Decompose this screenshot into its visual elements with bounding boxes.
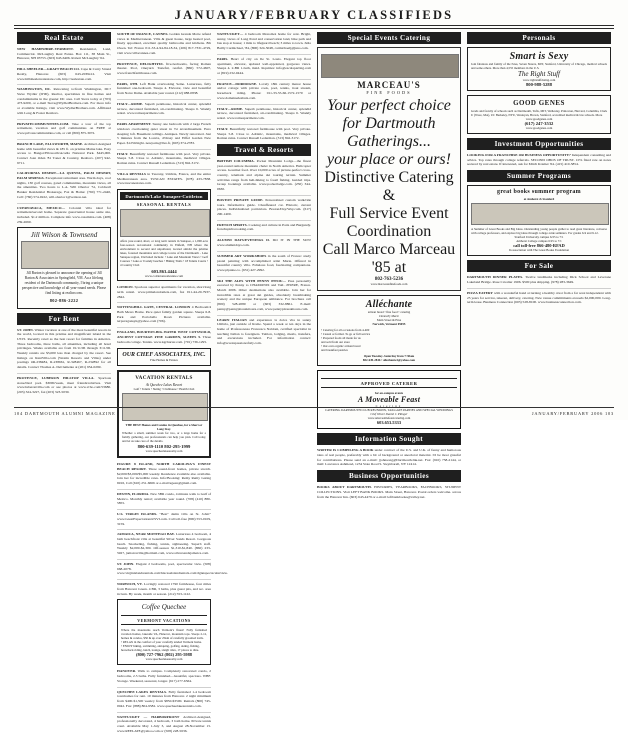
ad-body: five-bedrooms, facing Roman theater. Pool, vineyard. Tasteful, restful. (860) 572-4607, www.frenchfarmhouse.com.	[117, 61, 212, 75]
divider	[217, 195, 311, 196]
display-ad-title: great books summer program	[497, 189, 581, 196]
display-ad-phone[interactable]: (617) 247-3532	[524, 121, 554, 127]
display-ad-subtitle: at Amherst & Stanford	[523, 197, 555, 202]
ad-body: Architect-designed home with beautiful views & 185 ft. on pristine Maine lake. Easy access to Bangor/Ellsworth/Acadia National Park. $445,000. Contact Joan Oden '81 Toner & Country, Realtors. (207) 942-9711.	[17, 141, 111, 165]
ad-title: BRITISH COLUMBIA.	[217, 159, 255, 164]
display-ad-url-2[interactable]: www.goodgenes.com	[525, 126, 553, 131]
footer-right	[532, 411, 614, 416]
list-item	[117, 102, 211, 116]
ad-title: NORWICH, VT.	[117, 582, 143, 587]
divider	[117, 119, 211, 120]
divider	[117, 579, 211, 580]
ad-body: HISTORIES, YEARBOOKS, FACEBOOKS, STUDENT COLLECTIONS. Visit LEFT BANK BOOKS. Main Street, Hanover. Postal orders welcome. across from the Hanover Inn. (603) 643-4479 or e-mail: leftbankbooks@valley.net.	[317, 485, 461, 499]
display-ad-phone[interactable]: 802-886-2222	[49, 297, 79, 303]
display-ad-dartmouth-sunapee[interactable]	[117, 189, 211, 281]
list-item	[17, 122, 111, 136]
display-ad-url[interactable]: www.marceausfinefoods.com	[370, 282, 408, 286]
ad-body: Cape & Curry Strand Realty, Hanover. (603) 643-2039x12. Visit www.hillsheelerrealestate.com, http://realestate.com.	[17, 67, 111, 81]
display-ad-heading: APPROVED CATERER	[321, 378, 457, 388]
divider	[117, 59, 211, 60]
display-ad-line1: Your perfect choice for Dartmouth Gatherings...	[327, 97, 451, 150]
display-ad-line4: and sold from our store	[321, 340, 350, 345]
divider	[117, 489, 211, 490]
divider	[117, 149, 211, 150]
list-item	[217, 127, 311, 141]
ad-body: Spacious superior apartments for vacation, short/long term rental. www.primelondonlets.com, fax 011-44-20-7937-2842.	[117, 285, 211, 299]
header-rule-2	[14, 28, 614, 29]
ad-body: Fully furnished 1-4 bedroom townhomes for rent. 10 minutes from Hanover. 2 night minimum from $400-$1,500 week/y from $850-$3500. Rentals (800) 745-0042. Fax: (888) 804-9582. www.quecheelakesrentals.com.	[117, 689, 211, 708]
divider	[217, 251, 311, 252]
ad-body: Architect-designed, professionally decorated, 4 bedroom, 3 bath home. Private tennis court. Available May 1-July 3, and August 28-November 15. www.REELATE@yahoo.com or (508) 228-5636.	[117, 714, 211, 733]
ad-title: ST. JOHN.	[17, 327, 34, 332]
display-ad-url[interactable]: www.rightstuffdating.com	[522, 78, 556, 83]
display-ad-city: Norwich, Vermont 05055	[372, 322, 406, 327]
list-item	[217, 159, 311, 192]
display-ad-line2: THE BEST Homes and Condos in Quechee, for a Short or Long Stay.	[125, 423, 203, 432]
ad-title: BRANCH LAKE, ELLSWORTH, MAINE.	[17, 141, 84, 146]
page-footer	[14, 411, 614, 416]
display-ad-hours: Open Tuesday–Saturday from 7:30am	[363, 354, 415, 359]
ad-body: Beautifully restored farmhouse with pool. Very private. Sleeps 5-8. Close to Adriatic, mountains, medieval villages. Roman ruins. Contact Russell Lederman. (313) 842-3172.	[217, 126, 311, 141]
divider	[217, 220, 311, 221]
divider	[17, 119, 111, 120]
list-item	[467, 275, 611, 284]
list-item	[217, 82, 311, 101]
ad-body: Winter vacation at one of the most beautiful resorts in the world, located in this pristine and magnificent island in the USVI. Recently rated as the best resort for families in America. Three bedrooms, three baths, all amenities, including all hotel privileges. Weeks available are from 01/11/06 through 3/11/06. Weekly rentals are $5,000 less than charged by the resort. See listings on RentVilla.com (Westin Resorts and Villas) under postings #R-238484, R-238661, R-328467, R-232892 for all details. Contact Thomas A. DeClemente at (201) 954-0299.	[17, 327, 111, 370]
ad-body: Superb penthouse, historical center, splendid terrace, decorated furnished, air-conditioning. Sleeps 6. Weekly rental. www.romeapartment.com.	[217, 106, 311, 120]
display-ad-body: Grads and faculty of schools such as Dartmouth, Tufts, MIT, Wellesley, Princeton, Harvard, Columbia, Clark U (Wore, MA), UC Berkeley, NYU, Wesleyan, Brown, Stanford, accredited medical & law schools. More	[471, 109, 607, 118]
display-ad-line2: • Casual or formal. To go or full service	[321, 332, 371, 337]
display-ad-phone[interactable]: (800) 727-7962 (802) 295-5988	[136, 652, 192, 658]
divider	[217, 124, 311, 125]
display-ad-phone[interactable]: 800-639-1110 802-295-1999	[137, 444, 191, 450]
ad-body: with a wonderful hand at turning a healthy crust from a far west independent with 25 years for service, takeout, delivery, catering. New venue commitments exceeds $2,000,000. Long-term lease. Business Connection (603) 528-8100. www.businessconnection.com.	[467, 290, 611, 305]
ad-body: Lovely 18th century manor house and/or cottage with private cook, pool, tennis, trout stream, horseback riding. Phone: 011-33-55-66-1572-1570 or www.domainedesbuis.com.	[217, 81, 312, 100]
ad-body: New 3BR condo, 4 minute walk to Gulf of Mexico. Monthly rental; available year round. (708) (410) 880-5855.	[117, 492, 211, 506]
display-ad-url[interactable]: www.cottletonrealestate.com	[144, 274, 184, 279]
ad-body: "Best" damn villa on St. John!" www.GreatExpectationsUSVI.com. Call toll-free (800) 553-0109, 3159.	[117, 512, 212, 526]
section-heading-summer-programs: Summer Programs	[467, 170, 611, 182]
display-ad-coffee-quechee[interactable]	[117, 599, 211, 665]
ad-body: and experience la dolce vita in sunny Umbria, just outside of Rome. Spend a week or ten days in the home of Professoressa Francesca Naldoni, certified specialist in teaching Italian to foreigners. Tuition, lodging, meals, transfers, and excursions included. For information contact: info@scuolapassionoftaly.com.	[217, 317, 312, 345]
display-ad-brand-sub: Catering	[375, 404, 403, 409]
divider	[217, 315, 311, 316]
ad-body: Personalized custom walk/ride tours. Informative guide. Chauffeured car. Historic, current places. Individualized particulars. Boston/Day/Way.com. (617) 290-1400.	[217, 197, 311, 216]
ad-title: ALUMNI DAYS/EVENINGS II.	[217, 238, 270, 243]
list-item	[117, 690, 211, 709]
list-item	[117, 285, 211, 299]
ad-title: PARIS.	[217, 56, 229, 61]
ad-body: Exceptional retirement area. Warm days, cool nights, 130 golf courses, gated communities, mountain views, all the amenities. Two hours to L.A. Will Obertor '51, Coldwell Banker Residential Brokerage, Fax & Home: (760) 771-2440, Cell: (760) 574-0222, will.obertor1@verizon.net.	[17, 176, 112, 199]
section-heading-investment-opportunities: Investment Opportunities	[467, 138, 611, 150]
ad-title: FRENCH SPIRITS.	[217, 222, 248, 227]
ad-title: PRIVATECOMMUNITIES.COM.	[17, 121, 70, 126]
ad-title: ST. JOHN.	[117, 561, 135, 566]
list-item	[117, 492, 211, 506]
ad-title: SKI THE ALPS WITH PENNY PITOU—	[217, 278, 286, 283]
column-travel	[214, 32, 314, 404]
list-item	[17, 206, 111, 225]
list-item	[117, 62, 211, 76]
section-heading-for-sale: For Sale	[467, 260, 611, 272]
list-item	[467, 153, 611, 167]
display-ad-session-1: Stanford University campus 6/25 to 7/1	[514, 235, 564, 240]
ad-body: Independent consulting and advice. Top rates through college referrals. SECOND OBOS OF TRUST. 10% fixed rate on notes secured by real estate. If interested, ask for Mitch Kramer '64. (415) 410-5854.	[467, 153, 612, 167]
ad-body: Sunny one bedroom with 2 large French windows overlooking quiet street in 7st arrondissement. Euro sleeping loft. Basement ceilings. Antiques. Newly renovated. Just 5 minutes from the Louvre, d'Orsay and Eiffel Garden New Paper. $1250/night. newparis@live.fr, (603) 374-2783.	[117, 122, 211, 145]
display-ad-url[interactable]: www.quecheelakesrealty.com	[145, 449, 183, 454]
ad-body: Three sound-front homes, private stretch. $2,000/$3,000/$5,000 weekly. Residence available also available. Join her for incredible rates. Info/Booking: Remy Remy Gating 6916, Call (610) 251-6666 or e-mail kgeen@gmail.com.	[117, 467, 212, 486]
ad-title: LONDON.	[117, 285, 134, 290]
display-ad-line3: Distinctive Catering &	[324, 169, 454, 204]
ad-title: DESTIN, FLORIDA.	[117, 492, 150, 497]
display-ad-great-books[interactable]	[467, 185, 611, 256]
ad-body: Left Bank overlooking Seine. Luxurious, fully furnished one-bedroom. Sleeps 4. Elevator, view and beautiful from Notre Dame. Available year round. (212) 988-0838.	[117, 81, 212, 96]
divider	[17, 168, 111, 169]
ad-body: Heart of city on Ile St. Louis. Elegant top floor apartment, elevator, updated well-appointed, gorgeous views. Sleeps 4. 2-BR 1-bath, maid. Inquiries: info@escalaparting.com or (819) 232-0444.	[217, 56, 311, 75]
ad-title: WASHINGTON, DC.	[17, 87, 52, 92]
ad-body: Superb penthouse, historical center, splendid terrace, decorated furnished, air-conditioning. Sleeps 6. Weekly rental. www.romeapartment.com.	[117, 101, 211, 116]
ad-body: under contract of the U.S. and U.K. of funny and humorous tales of real people, preferably with a bit of background or anecdotal material. I'd be most grateful for contributions. Please send an e-mail: jjohnsong@Dartmouth.Ink.net. Fax: (910) 758-2144, or mail: Lawrence Ashmead, 1234 State Road S. Steynbarell, NY 12414.	[317, 448, 461, 467]
ad-title: PROVENCE, DELIGHTFUL	[117, 61, 164, 66]
display-ad-session-2: Amherst College campus 6/25 to 7/1	[516, 239, 562, 244]
ad-title: CALIFORNIA DESERT—LA QUINTA, PALM DESERT, PALM SPRINGS.	[17, 171, 111, 181]
divider	[117, 559, 211, 560]
list-item	[217, 279, 311, 312]
display-ad-body: Jill Barton is pleased to announce the opening of Jill Barton & Associates in Springfield, VM. Au a lifelong resident of the Dartmouth community, I bring a unique perspective and knowledge of all year-round needs. Please find listing at realtor.com.	[21, 271, 107, 295]
display-ad-title: OUR CHEF ASSOCIATES, INC.	[122, 351, 206, 358]
ad-body: Relocating to/from Washington, DC? Steve Wydler (D'90), Realtor, specializes in fine homes and condominiums in the greater DC area. Call Steve today at (703) 473-9200, or e-mail Steve@WydlerBrothers.com. For more info or available listings, visit www.WydlerBrothers.com. Affiliated with Long & Foster Realtors.	[17, 87, 111, 115]
list-item	[17, 47, 111, 61]
ad-body: Take a tour of the top retirement, vacation and golf communities on FREE at www.privatecommunities.com, or call (800) 875-3072.	[17, 121, 111, 135]
display-ad-subheading: SEASONAL RENTALS	[136, 202, 192, 208]
ad-title: NANTUCKET—	[217, 32, 244, 36]
list-item	[117, 330, 211, 344]
display-ad-title: Jill Wilson & Townsend	[30, 231, 98, 240]
display-ad-brand: A Moveable Feast	[357, 395, 421, 405]
list-item	[217, 223, 311, 232]
ad-title: SUMMER ART WORKSHOPS	[217, 253, 267, 258]
divider	[217, 235, 311, 236]
display-ad-brand: MARCEAU'S	[357, 80, 421, 90]
list-item	[117, 512, 211, 526]
list-item	[467, 291, 611, 305]
display-ad-line1: • Catering for all occasions from 4-400	[321, 328, 370, 333]
ad-body: in the south of France: study pastel painting with accomplished artist Marie. Offered in beautiful country villa. Fabulous food, fascinating companions. www.plpaine.co. (631) 427-2992.	[217, 253, 311, 272]
divider	[17, 373, 111, 374]
ad-title: PARIS, 6TH.	[117, 81, 138, 86]
display-ad-good-genes[interactable]	[467, 95, 611, 134]
divider	[217, 79, 311, 80]
list-item	[217, 198, 311, 217]
ad-title: LEARN ITALIAN	[217, 317, 247, 322]
divider	[17, 139, 111, 140]
ad-title: JAMAICA, NEAR MONTEGO BAY.	[117, 532, 175, 537]
display-ad-url[interactable]: www.amoveablefeastcatering.com	[367, 416, 411, 421]
list-item	[17, 87, 111, 115]
ad-body: Cooking and culture in Paris and Burgundy. frenchspiritscooking.com.	[217, 222, 311, 232]
ad-title: FRANCE—DORDOGNE.	[217, 81, 258, 86]
display-ad-moveable-feast[interactable]	[317, 370, 461, 429]
display-ad-phone[interactable]: 603.863.4444	[151, 269, 177, 275]
ad-title: HILL SHEELER—GRAFT BEACH CO.	[17, 67, 80, 72]
display-ad-contact: Chef Oliver Daniel J. Pittsger	[370, 412, 408, 417]
display-ad-tagline: artisan bread • fine food • catering	[367, 310, 411, 315]
ad-body: 4 Bedroom/4 Bath Mews Home. Pace quiet family garden square. Sleeps 6-8. Park and Portobello Road. Pictures available. terpsvagansyn@yahoo.com (706).	[117, 305, 212, 324]
divider	[17, 84, 111, 85]
ad-title: VILLA RENTALS	[117, 171, 146, 176]
list-item	[217, 57, 311, 76]
display-ad-subheading: for on-campus events	[374, 391, 404, 396]
footer-publication-left: DARTMOUTH ALUMNI MAGAZINE	[24, 411, 116, 416]
list-item	[117, 152, 211, 166]
display-ad-phone[interactable]: call toll-free 866-480-RFAD	[513, 243, 565, 249]
display-ad-affiliation: In association with The Great Books Foundation	[508, 248, 570, 253]
display-ad-phone[interactable]: 603.653.5333	[376, 420, 402, 426]
display-ad-title: Coffee Quechee	[141, 603, 187, 612]
column-catering	[314, 32, 464, 499]
ad-title: U.S. VIRGIN ISLANDS.	[117, 512, 158, 517]
footer-left	[14, 411, 116, 416]
column-real-estate	[14, 32, 114, 404]
display-ad-photo	[21, 241, 109, 269]
display-ad-brand: Alléchante	[365, 299, 413, 311]
section-heading-special-events-catering: Special Events Catering	[317, 32, 461, 44]
footer-rule	[14, 407, 614, 408]
display-ad-line5: Call Marco Marceau '85 at	[322, 241, 456, 276]
display-ad-photo	[120, 209, 210, 237]
display-ad-url[interactable]: www.goodgenes.com	[525, 117, 553, 122]
display-ad-title: VACATION RENTALS	[135, 374, 193, 381]
divider	[217, 54, 311, 55]
list-item	[117, 172, 211, 186]
ad-body: Three bedroom cottage. Tennis. www.kgcharter.com. (701) 736-1295.	[117, 334, 211, 344]
list-item	[117, 32, 211, 55]
display-ad-body: Join fabulous and family of the Ivies, Seven Sisters, MIT, Stanford, University of Chicago, medical schools and some others. More than 4,555 members in the U.S.	[471, 62, 607, 71]
ad-title: ITALY—ROME.	[217, 106, 244, 111]
ad-title: LOOKING FOR A FRANCHISE OR BUSINESS OPPORTUNITY?	[467, 153, 571, 158]
ad-title: BOSTON PRIVATE GUIDE.	[217, 197, 264, 202]
section-heading-for-rent: For Rent	[17, 313, 111, 325]
column-personals	[464, 32, 614, 404]
ad-title: QUECHEE LAKES RENTALS.	[117, 689, 168, 694]
divider	[117, 99, 211, 100]
divider	[117, 302, 211, 303]
ad-body: Beautifully restored farmhouse with pool. Very private. Sleeps 5-8. Close to Adriatic, mountains, medieval villages. Roman ruins. Contact Russell Lederman. (313) 842-3172.	[117, 151, 211, 166]
divider	[217, 104, 311, 105]
list-item	[117, 669, 211, 683]
ad-body: in Tuscany, Umbria, France, and the entire Mediterranean area. TUSCAN ESTATES. (978) 433-7838. www.tuscanestates.com.	[117, 171, 212, 186]
list-item	[317, 485, 461, 499]
display-ad-line5: • Our own organic artisan bread	[321, 344, 361, 349]
ad-title: ITALY.	[217, 126, 229, 131]
footer-issue-right: JANUARY/FEBRUARY 2006	[531, 411, 604, 416]
list-item	[117, 462, 211, 485]
divider	[17, 64, 111, 65]
ad-body: Elegant 2 bedrooms, pool, spectacular view. (508) 668-2078. www.virginislandsrentals.com/hiscaselslandrentals.com/dgnnspectacularview.	[117, 561, 228, 576]
ad-title: NANTUCKET — HARBORFRONT	[117, 714, 180, 719]
display-ad-url[interactable]: www.quecheelakesrealty.com	[145, 657, 183, 662]
display-ad-line2: your place or ours!	[327, 151, 451, 168]
display-ad-line3: Whether a small, summer week for two, or a large home for a family gathering, our professionals can help you plan. Call today, and let us take care of the details.	[122, 431, 206, 444]
list-item	[217, 238, 311, 247]
ad-title: NOTTINGHILL GATE, CENTRAL LONDON	[117, 305, 191, 310]
list-item	[17, 328, 111, 370]
display-ad-subtitle: At Quechee Lakes Resort	[145, 382, 183, 387]
list-item	[117, 582, 211, 596]
ad-body: Colonial villa ideal for retirement/second home. Separate guest/rental house same site, included. $1.2 million. Complete info www.casamitra.com. (408) 239-2690.	[17, 205, 111, 224]
ad-title: CUERNAVACA, MEXICO—	[17, 205, 66, 210]
ad-body: Spacious stone/tiled pool. $3000/week, meet friends/relatives. Visit www.luberonvilla.com or see photos at www.vrbo.com/53680. (203) 324-3227, fax (203) 323-5030.	[17, 375, 112, 394]
divider	[117, 169, 211, 170]
display-ad-line3: • Prepared foods all made for us	[321, 336, 361, 341]
display-ad-body: offers year-round, short, or long term rentals in Sunapee, a 1,000-acre four-season recreational community in Enfield, NH where the environment is second and unpolluted, located amidst the pristine lakes, forested mountains and college towns of the Dartmouth - Lake Sunapee region, Unrivaled include: • Lake and Mountain Views • Golf Courses • Lake or 9 sandy beaches • Hiking Trails • 18 Tennis Courts • 4 Country Club	[120, 239, 208, 268]
ad-body: Golden Grande Motte refund views in Mediterranean. Villa & guest house, large heated pool, finely appointed, excellent quality bathrooms and kitchens. 8th Owen. Tel: France 011-33-4-94-84-18-34, (206) 817-7331-4729, visit www.villacannes.com.	[117, 32, 211, 55]
ad-body: Pass personally escorted by Penny to CHAMONIX and VAL d'ISERE, France. March 2006. Other destinations also available. Join her for incredible rates at great ski guides, absolutely breathtaking scenery and the unique European ambiance. For brochure call (800) 528-2080 or (603) 332-8861. E-mail: penny@pennypitouskitours.com, www.pennypitouskitours.com.	[217, 278, 311, 311]
divider	[117, 79, 211, 80]
section-heading-business-opportunities: Business Opportunities	[317, 470, 461, 482]
ad-title: BOOKS ABOUT DARTMOUTH.	[317, 485, 372, 490]
display-ad-line6: and breakfast pastries	[321, 348, 348, 353]
ad-title: NEW HAMPSHIRE-VERMONT.	[17, 47, 74, 51]
display-ad-heading: Dartmouth/Lake Sunapee-Cottleton	[120, 192, 208, 200]
ad-title: FIGURE 8 ISLAND, NORTH CAROLINA'S FINEST BEACH RESORT.	[117, 462, 211, 472]
display-ad-title: Smart is Sexy	[509, 51, 569, 62]
list-item	[17, 171, 111, 199]
display-ad-marceaus[interactable]	[317, 47, 461, 291]
display-ad-phone[interactable]: 802-649-2846 • allechante1@yahoo.com	[362, 358, 416, 363]
ad-title: ENGLAND, BOURTON-BIG-WATER WEST COTSWOLD, ANCIENT COTTAGE FINE GARDEN, SLEEPS 5.	[117, 330, 211, 339]
ad-body: DO IT IN THE SUN! www.alumnidays.com.	[217, 238, 311, 247]
divider	[117, 712, 211, 713]
list-item	[17, 376, 111, 395]
display-ad-body: Where the mountains reach Vermont's finest! Fully furnished vacation homes, lakeside VA, Hanover, mountain tops. Sleeps 2-12, homes & condos, $50 & up over 25km of carefully groomed trails.	[121, 628, 207, 641]
section-heading-information-sought: Information Sought	[317, 433, 461, 445]
display-ad-right-stuff[interactable]	[467, 47, 611, 91]
list-item	[217, 32, 311, 51]
display-ad-allechante[interactable]	[317, 295, 461, 366]
ad-body: Twelve landmarks including Dick School and Leverone Lakeland Bridge. Rose Cavalier 1906. $500 plus shipping. (978) 283-3649.	[467, 275, 611, 285]
footer-page-left: 104	[14, 411, 23, 416]
display-ad-brand-sub: FINE FOODS	[366, 90, 412, 95]
divider	[117, 529, 211, 530]
display-ad-title: GOOD GENES	[513, 99, 565, 108]
list-item	[17, 142, 111, 165]
display-ad-brand: The Right Stuff	[518, 70, 560, 79]
list-item	[217, 254, 311, 273]
display-ad-owner: Donnelly Martz	[379, 314, 399, 319]
section-heading-travel-resorts: Travel & Resorts	[217, 144, 311, 156]
section-heading-personals: Personals	[467, 32, 611, 44]
ad-body: Pocket Mountain Lodge—the finest year-round remote mountain chalet in North America. Helicopter access. Gourmet food. Over 10,000 acres of picture-perfect cross-country, telemark and alpine ski touring terrain. Summer activities range from heli-hiking to fossil fishing. Guided trips. Group bookings available. www.pocketlodge.com. (250) 344-0630.	[217, 159, 311, 192]
divider	[117, 509, 211, 510]
display-ad-subtitle: Fine Homes & Estates	[150, 357, 178, 362]
ad-body: Lovingly restored 1790 farmhouse, four miles from Hanover Green. 4 BR, 3 baths, plus guest pits, and rec. area in barn. By week, month or season. (212) 553-1122.	[117, 582, 212, 596]
display-ad-amenities: Golf • Tennis • Skiing • Clubhouse • Health Club	[133, 387, 195, 392]
display-ad-phone[interactable]: 802-763-5236	[374, 277, 404, 282]
display-ad-line3: • ENJOY hiking, swimming, antiquing, golfing, skiing, fishing, horseback riding, lunch, lounge, sleigh rides, 17 places to dine.	[121, 644, 200, 653]
display-ad-ourchef[interactable]	[117, 348, 211, 366]
divider	[467, 288, 611, 289]
list-item	[117, 82, 211, 96]
ad-title: ITALY.	[117, 151, 129, 156]
display-ad-photo	[321, 54, 459, 78]
section-heading-real-estate: Real Estate	[17, 32, 111, 44]
display-ad-line2: • RELAX in the comfort of your carefully tended Vermont home.	[121, 640, 202, 645]
list-item	[117, 561, 228, 576]
ad-title: PARIS APARTMENT.	[117, 122, 152, 127]
list-item	[117, 122, 211, 145]
display-ad-subtitle: VERMONT VACATIONS	[121, 615, 207, 625]
ad-title: PIZZA EATERY	[467, 290, 493, 295]
list-item	[217, 107, 311, 121]
list-item	[217, 318, 311, 346]
ad-title: DARTMOUTH DINNER PLATES.	[467, 275, 524, 280]
list-item	[117, 715, 211, 733]
ad-title: HANOVER.	[117, 669, 137, 674]
ad-title: SOUTH OF FRANCE, CANNES.	[117, 32, 169, 36]
divider	[17, 203, 111, 204]
column-rentals	[114, 32, 228, 733]
display-ad-line4: Full Service Event Coordination	[329, 205, 449, 240]
divider	[217, 276, 311, 277]
ad-body: Residential, Land, Commercial. McLaughry Real Estate. Box 111, 38 Main St., Hanover, NH 03755. (603) 643-6406. Robert McLaughry '64.	[17, 47, 111, 61]
list-item	[117, 532, 211, 555]
divider	[117, 327, 211, 328]
ad-body: 4 bedroom Monomoi home for rent. Bright, sunny, views of Long Pond and conservation land, bike path and bus stop at house; 1 mile to lifeguard beach; 3 miles to town. Julia Bailly Carmichael, '84, (800) 324-5048, carmichaelj@juno.com.	[217, 32, 311, 51]
ad-title: ITALY—ROME.	[117, 101, 144, 106]
display-ad-jill-wilson[interactable]	[17, 227, 111, 308]
footer-page-right: 103	[605, 411, 614, 416]
ad-title: WRITER IS COMPILING A BOOK	[317, 448, 374, 453]
page-title: JANUARY/FEBRUARY CLASSIFIEDS	[174, 8, 454, 22]
ad-body: Luxurious 4 bedroom, 4 bath beachfront villa at beautiful Silver Sands Resort. Gorgeous beach. Snorkeling, fishing, tennis, sightseeing. Superb staff. Weekly $2,000-$2,300. Off-season $1,310-$1,840. (860) 233-5927, jamaicavilla@hotmail.com, www.silversandsjamaica.com.	[117, 532, 211, 556]
ad-body: Walk to campus. Completely renovated condo, 2 bedrooms, 2.5 baths. Fully furnished—beautiful, spacious. WBF. Storage. Weekend, seasonal, longer. (617) 277-6564.	[117, 669, 212, 683]
ad-title: PROVENCE, LUBERON HILLTOP VILLA.	[17, 375, 95, 380]
display-ad-photo	[471, 203, 609, 225]
display-ad-address: Main Street & Etna	[376, 318, 402, 323]
display-ad-phone[interactable]: 800-988-5288	[525, 82, 553, 88]
header-rule	[14, 25, 614, 26]
list-item	[317, 448, 461, 467]
display-ad-body: CATERING DARTMOUTH CLUB REUNIONS, TAILGATE PARTIES AND SPECIAL WEDDINGS	[325, 408, 453, 413]
list-item	[117, 305, 211, 324]
divider	[117, 687, 211, 688]
display-ad-body: A Summer of Great Books and Big Ideas. Outstanding young people gather to read great literature, converse with college professors, and explore big ideas through college-wide seminars. For grades 6-9 and 9-12.	[471, 227, 607, 236]
list-item	[17, 67, 111, 81]
